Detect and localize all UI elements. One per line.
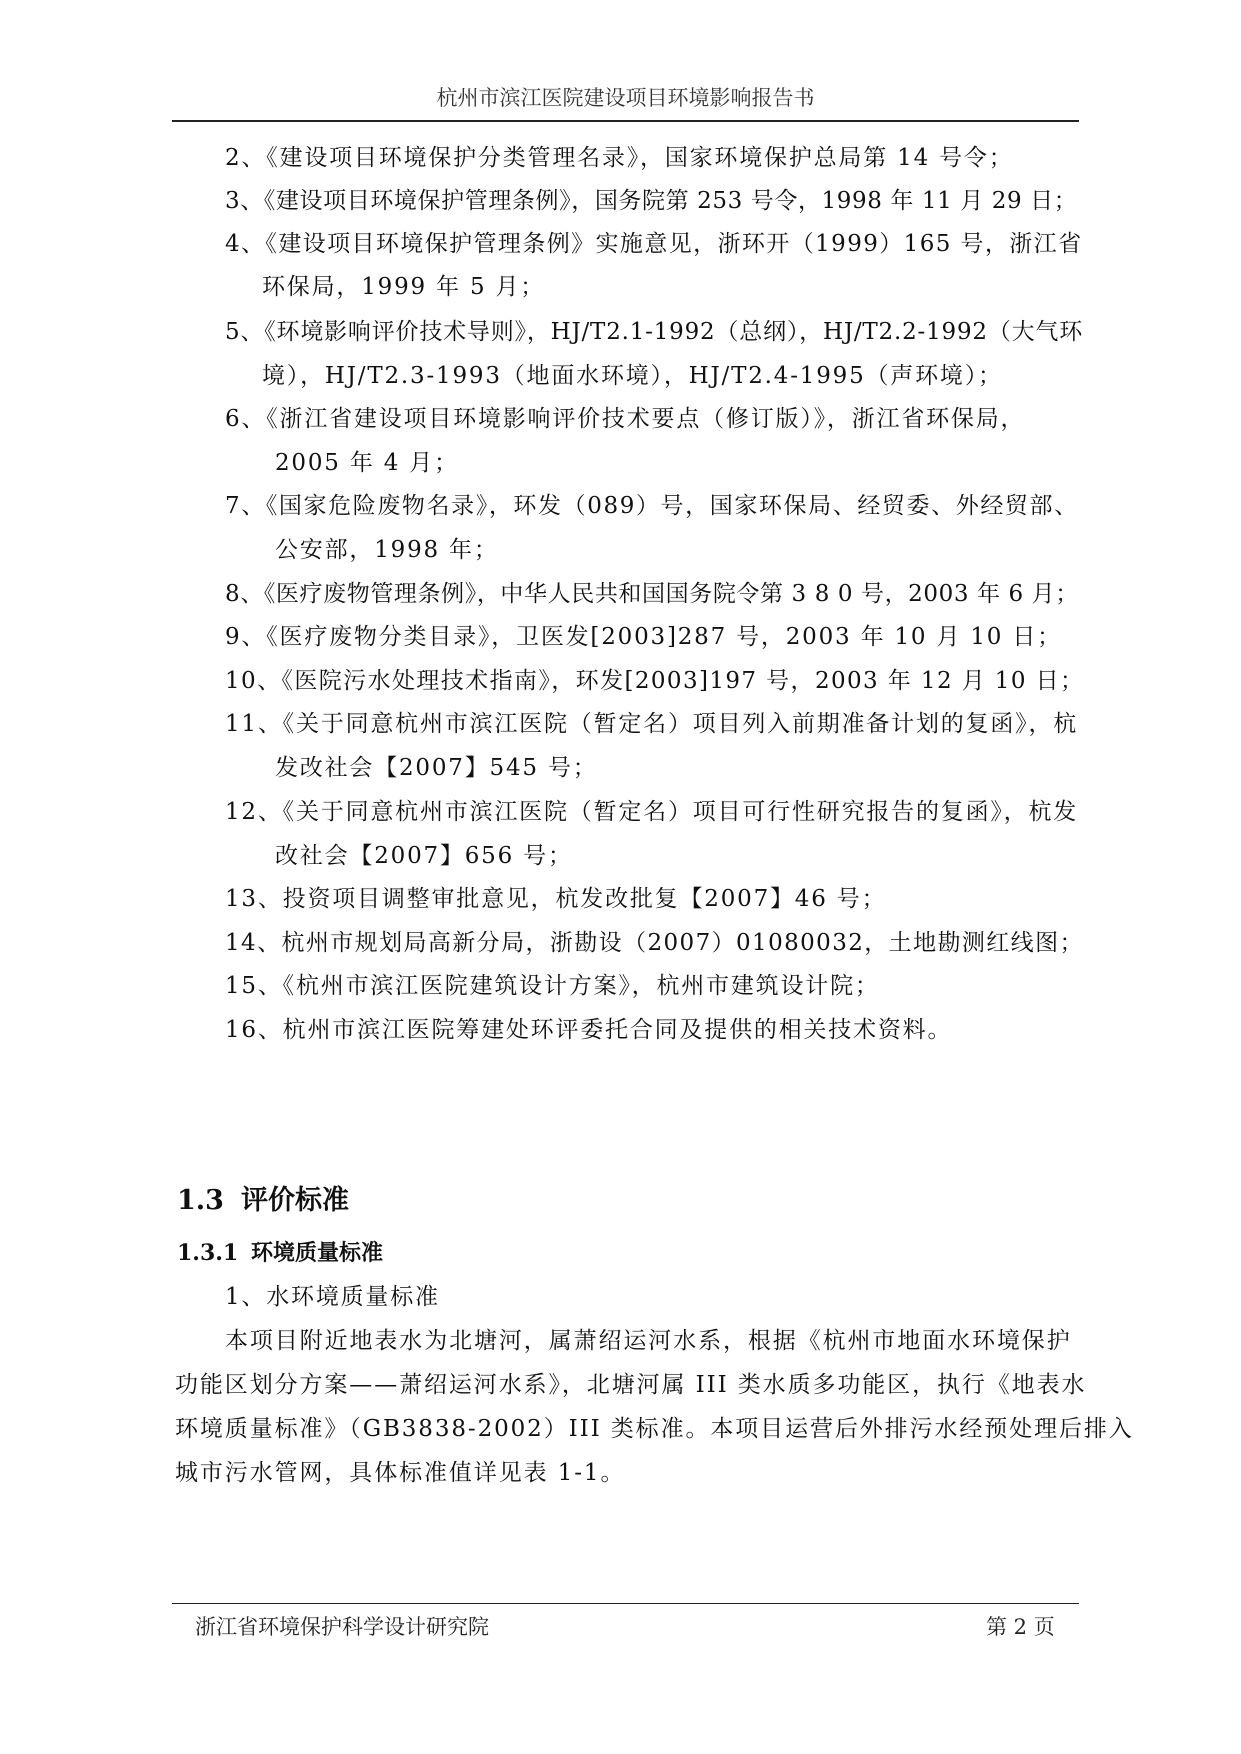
list-item: 15、《杭州市滨江医院建筑设计方案》，杭州市建筑设计院； <box>225 973 880 999</box>
section-heading <box>177 1183 349 1219</box>
list-item: 10、《医院污水处理技术指南》，环发[2003]197 号，2003 年 12 月 10 日； <box>225 668 1085 694</box>
list-item-continuation: 发改社会【2007】545 号； <box>275 755 598 781</box>
list-item: 9、《医疗废物分类目录》，卫医发[2003]287 号，2003 年 10 月 10 日； <box>225 624 1062 650</box>
list-item-continuation: 2005 年 4 月； <box>275 450 459 476</box>
list-item: 16、杭州市滨江医院筹建处环评委托合同及提供的相关技术资料。 <box>225 1017 953 1043</box>
list-item: 11、《关于同意杭州市滨江医院（暂定名）项目列入前期准备计划的复函》，杭 <box>225 711 1079 737</box>
page-number: 第 2 页 <box>986 1615 1055 1639</box>
section-title: 评价标准 <box>241 1185 349 1216</box>
list-item: 7、《国家危险废物名录》，环发（089）号，国家环保局、经贸委、外经贸部、 <box>225 493 1079 519</box>
subsection-title: 环境质量标准 <box>251 1241 384 1266</box>
list-item-continuation: 公安部，1998 年； <box>275 537 499 563</box>
list-item: 2、《建设项目环境保护分类管理名录》，国家环境保护总局第 14 号令； <box>225 145 1014 171</box>
list-item: 5、《环境影响评价技术导则》，HJ/T2.1-1992（总纲），HJ/T2.2-1992（大气环 <box>225 319 1084 345</box>
list-item-continuation: 境），HJ/T2.3-1993（地面水环境），HJ/T2.4-1995（声环境）； <box>262 363 1003 389</box>
footer-divider <box>172 1603 1079 1604</box>
paragraph-line: 本项目附近地表水为北塘河，属萧绍运河水系，根据《杭州市地面水环境保护 <box>225 1328 1072 1354</box>
item-heading: 1、水环境质量标准 <box>225 1284 440 1310</box>
list-item: 4、《建设项目环境保护管理条例》实施意见，浙环开（1999）165 号，浙江省 <box>225 231 1083 257</box>
list-item: 3、《建设项目环境保护管理条例》，国务院第 253 号令，1998 年 11 月 29 日； <box>225 188 1078 214</box>
paragraph-line: 环境质量标准》（GB3838-2002）III 类标准。本项目运营后外排污水经预处理后排入 <box>175 1416 1134 1442</box>
list-item: 6、《浙江省建设项目环境影响评价技术要点（修订版）》，浙江省环保局， <box>225 406 1026 432</box>
list-item: 14、杭州市规划局高新分局，浙勘设（2007）01080032，土地勘测红线图； <box>225 930 1084 956</box>
running-header <box>172 84 1079 122</box>
subsection-heading <box>177 1238 383 1269</box>
list-item-continuation: 环保局，1999 年 5 月； <box>262 274 546 300</box>
paragraph-line: 功能区划分方案——萧绍运河水系》，北塘河属 III 类水质多功能区，执行《地表水 <box>175 1372 1087 1398</box>
section-number: 1.3 <box>177 1185 224 1216</box>
list-item: 13、投资项目调整审批意见，杭发改批复【2007】46 号； <box>225 886 887 912</box>
subsection-number: 1.3.1 <box>177 1240 239 1266</box>
list-item: 8、《医疗废物管理条例》，中华人民共和国国务院令第 3 8 0 号，2003 年 6 月； <box>225 581 1079 607</box>
list-item-continuation: 改社会【2007】656 号； <box>275 843 573 869</box>
footer-organization: 浙江省环境保护科学设计研究院 <box>195 1615 489 1639</box>
paragraph-line: 城市污水管网，具体标准值详见表 1-1。 <box>175 1460 626 1486</box>
list-item: 12、《关于同意杭州市滨江医院（暂定名）项目可行性研究报告的复函》，杭发 <box>225 799 1079 825</box>
header-title: 杭州市滨江医院建设项目环境影响报告书 <box>436 86 815 110</box>
